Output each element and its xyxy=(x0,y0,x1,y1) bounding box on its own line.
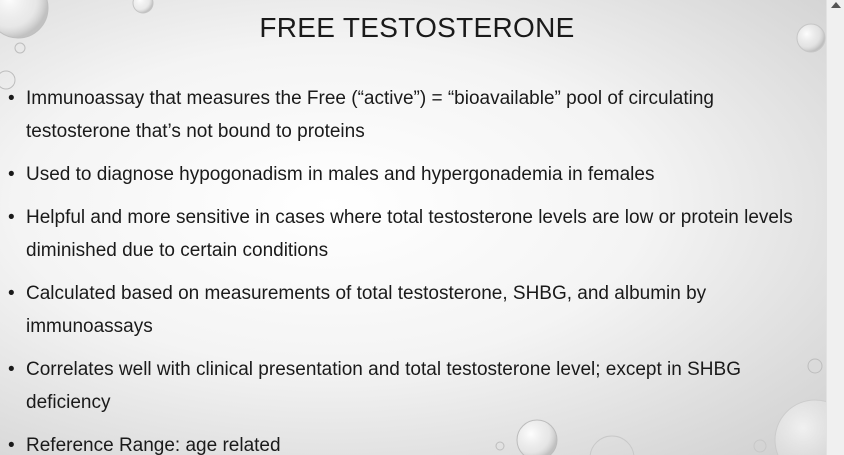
bullet-item: • Reference Range: age related xyxy=(8,429,808,455)
vertical-scrollbar[interactable] xyxy=(826,0,844,455)
triangle-up-icon[interactable] xyxy=(831,2,841,8)
bullet-item: • Calculated based on measurements of total testosterone, SHBG, and albumin by immunoassays xyxy=(8,277,808,343)
slide-title: FREE TESTOSTERONE xyxy=(259,12,575,43)
bullet-item: • Correlates well with clinical presentation and total testosterone level; except in SHBG deficiency xyxy=(8,353,808,419)
bullet-item: • Helpful and more sensitive in cases where total testosterone levels are low or protein levels diminished due to certain conditions xyxy=(8,201,808,267)
bullet-item: • Used to diagnose hypogonadism in males and hypergonademia in females xyxy=(8,158,808,191)
bullet-item: • Immunoassay that measures the Free (“active”) = “bioavailable” pool of circulating testosterone that’s not bound to proteins xyxy=(8,82,808,148)
bullet-list xyxy=(8,82,808,455)
